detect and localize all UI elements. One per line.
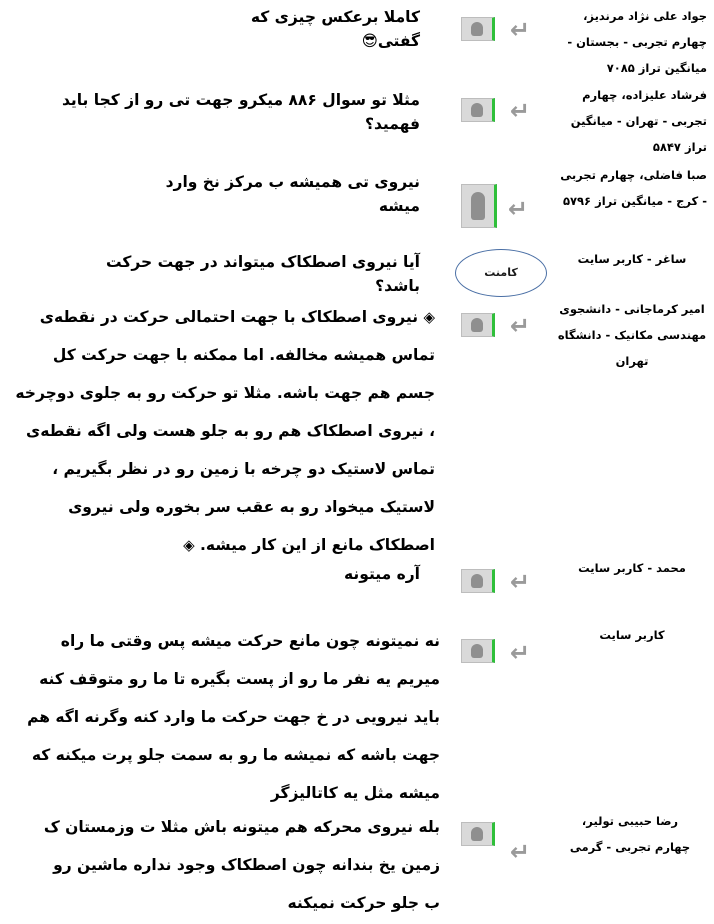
- reply-arrow-icon[interactable]: ↵: [510, 838, 531, 866]
- avatar: [461, 639, 495, 663]
- diamond-icon: ◈: [423, 308, 435, 326]
- avatar: [461, 822, 495, 846]
- comment-text: مثلا تو سوال ۸۸۶ میکرو جهت تی رو از کجا باید فهمید؟: [61, 91, 420, 133]
- comment-author: صبا فاضلی، چهارم تجربی - کرج - میانگین تراز ۵۷۹۶: [560, 168, 707, 208]
- comment-button[interactable]: کامنت: [455, 249, 547, 297]
- avatar: [461, 17, 495, 41]
- comment-author: رضا حبیبی تولیر، چهارم تجربی - گرمی: [569, 814, 691, 854]
- avatar: [461, 313, 495, 337]
- diamond-icon: ◈: [183, 536, 195, 554]
- avatar: [461, 569, 495, 593]
- reply-arrow-icon[interactable]: ↵: [510, 312, 531, 340]
- comment-author: فرشاد علیزاده، چهارم تجربی - تهران - میانگین تراز ۵۸۴۷: [570, 88, 707, 154]
- comment-text: ◈ نیروی اصطکاک با جهت احتمالی حرکت در نقطه‌ی تماس همیشه مخالفه. اما ممکنه با جهت حرکت کل جسم هم جهت باشه. مثلا تو حرکت رو به جلوی دوچرخه ، نیروی اصطکاک هم رو به جلو هست ولی اگه نقطه‌ی تماس لاستیک دو چرخه با زمین رو در نظر بگیریم ، لاستیک میخواد رو به عقب سر بخوره ولی نیروی اصطکاک مانع از این کار میشه. ◈: [15, 298, 435, 564]
- comment-author: ساغر - کاربر سایت: [577, 252, 687, 266]
- comment-text: بله نیروی محرکه هم میتونه باش مثلا ت وزمستان ک زمین یخ بندانه چون اصطکاک وجود نداره ماشین رو ب جلو حرکت نمیکنه: [43, 818, 440, 912]
- comment-author: کاربر سایت: [599, 628, 665, 642]
- avatar: [461, 184, 497, 228]
- comment-author: امیر کرماجانی - دانشجوی مهندسی مکانیک - دانشگاه تهران: [557, 302, 707, 368]
- comment-text: کاملا برعکس چیزی که گفتی😎: [250, 8, 420, 50]
- comment-text: آیا نیروی اصطکاک میتواند در جهت حرکت باشد؟: [105, 253, 420, 295]
- comment-text: آره میتونه: [344, 565, 420, 583]
- reply-arrow-icon[interactable]: ↵: [510, 16, 531, 44]
- reply-arrow-icon[interactable]: ↵: [508, 195, 529, 223]
- avatar: [461, 98, 495, 122]
- comment-text: نیروی تی همیشه ب مرکز نخ وارد میشه: [165, 173, 420, 215]
- comment-author: محمد - کاربر سایت: [578, 561, 686, 575]
- comment-author: جواد علی نژاد مرندیز، چهارم تجربی - بجستان - میانگین تراز ۷۰۸۵: [567, 9, 707, 75]
- reply-arrow-icon[interactable]: ↵: [510, 639, 531, 667]
- comment-text: نه نمیتونه چون مانع حرکت میشه پس وقتی ما راه میریم یه نفر ما رو از پست بگیره تا ما رو متوقف کنه باید نیرویی در خ جهت حرکت ما وارد کنه وگرنه اگه هم جهت باشه که نمیشه ما رو به سمت جلو پرت میکنه که میشه مثل یه کاتالیزگر: [27, 632, 440, 802]
- reply-arrow-icon[interactable]: ↵: [510, 568, 531, 596]
- reply-arrow-icon[interactable]: ↵: [510, 97, 531, 125]
